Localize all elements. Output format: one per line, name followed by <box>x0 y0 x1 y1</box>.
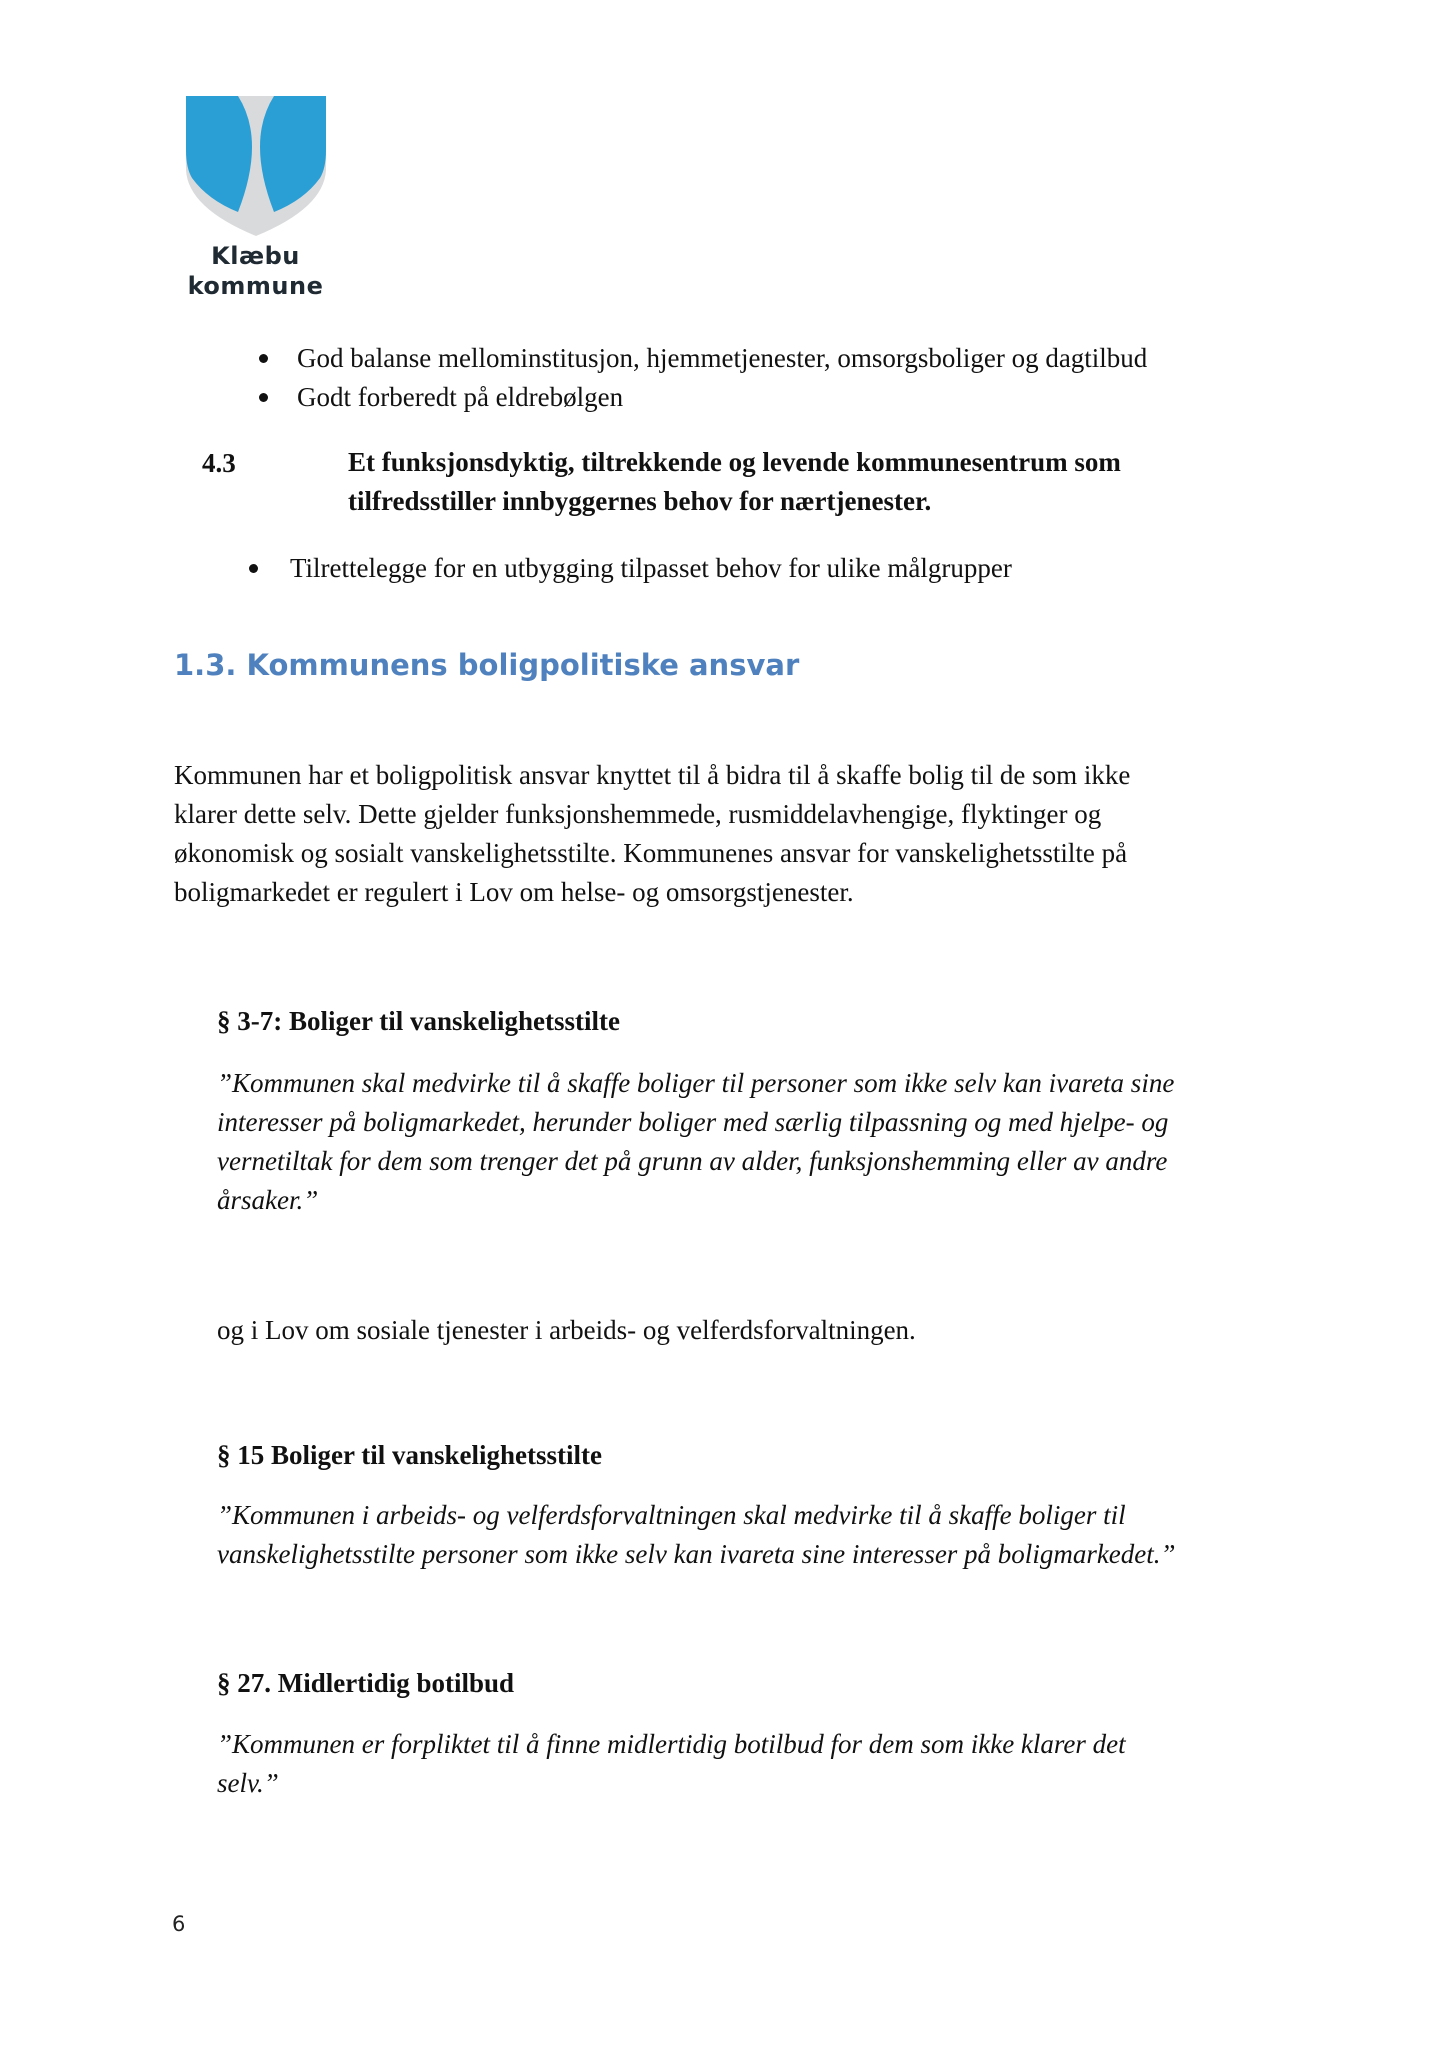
quote-line: årsaker.” <box>217 1185 319 1215</box>
paragraph-line: økonomisk og sosialt vanskelighetsstilte. Kommunenes ansvar for vanskelighetsstilte på <box>174 838 1128 868</box>
reference-text: og i Lov om sosiale tjenester i arbeids- og velferdsforvaltningen. <box>217 1315 916 1345</box>
quote-line: ”Kommunen er forpliktet til å finne midlertidig botilbud for dem som ikke klarer det <box>217 1729 1126 1759</box>
law-heading-27: § 27. Midlertidig botilbud <box>217 1668 515 1698</box>
quote-line: ”Kommunen i arbeids- og velferdsforvaltningen skal medvirke til å skaffe boliger til <box>217 1500 1126 1530</box>
section-title-line: tilfredsstiller innbyggernes behov for nærtjenester. <box>348 486 932 516</box>
coat-of-arms-icon <box>178 90 333 240</box>
bullet-item: God balanse mellominstitusjon, hjemmetjenester, omsorgsboliger og dagtilbud <box>297 343 1148 373</box>
quote-line: interesser på boligmarkedet, herunder boliger med særlig tilpassning og med hjelpe- og <box>217 1107 1169 1137</box>
bullet-icon <box>259 354 268 363</box>
section-title <box>348 443 1328 521</box>
logo-text-klaebu: Klæbu <box>211 242 300 270</box>
paragraph-line: boligmarkedet er regulert i Lov om helse- og omsorgstjenester. <box>174 877 854 907</box>
page-number: 6 <box>172 1912 186 1936</box>
klaebu-kommune-logo <box>178 90 333 300</box>
bullet-item: Godt forberedt på eldrebølgen <box>297 382 624 412</box>
logo-text-kommune: kommune <box>187 272 324 300</box>
quote-line: vanskelighetsstilte personer som ikke selv kan ivareta sine interesser på boligmarkedet.” <box>217 1539 1176 1569</box>
law-heading-3-7: § 3-7: Boliger til vanskelighetsstilte <box>217 1006 620 1036</box>
bullet-item: Tilrettelegge for en utbygging tilpasset behov for ulike målgrupper <box>290 553 1012 583</box>
quote-line: selv.” <box>217 1768 279 1798</box>
quote-line: ”Kommunen skal medvirke til å skaffe boliger til personer som ikke selv kan ivareta sine <box>217 1068 1175 1098</box>
paragraph-line: Kommunen har et boligpolitisk ansvar knyttet til å bidra til å skaffe bolig til de som ikke <box>174 760 1131 790</box>
law-quote-3-7 <box>217 1064 1347 1220</box>
intro-paragraph <box>174 756 1334 912</box>
bullet-icon <box>249 564 258 573</box>
law-heading-15: § 15 Boliger til vanskelighetsstilte <box>217 1440 602 1470</box>
bullet-icon <box>259 393 268 402</box>
section-title-line: Et funksjonsdyktig, tiltrekkende og levende kommunesentrum som <box>348 447 1121 477</box>
section-number: 4.3 <box>202 448 236 478</box>
section-heading: 1.3. Kommunens boligpolitiske ansvar <box>174 648 800 682</box>
law-quote-27 <box>217 1725 1347 1803</box>
law-quote-15 <box>217 1496 1357 1574</box>
quote-line: vernetiltak for dem som trenger det på grunn av alder, funksjonshemming eller av andre <box>217 1146 1168 1176</box>
paragraph-line: klarer dette selv. Dette gjelder funksjonshemmede, rusmiddelavhengige, flyktinger og <box>174 799 1102 829</box>
